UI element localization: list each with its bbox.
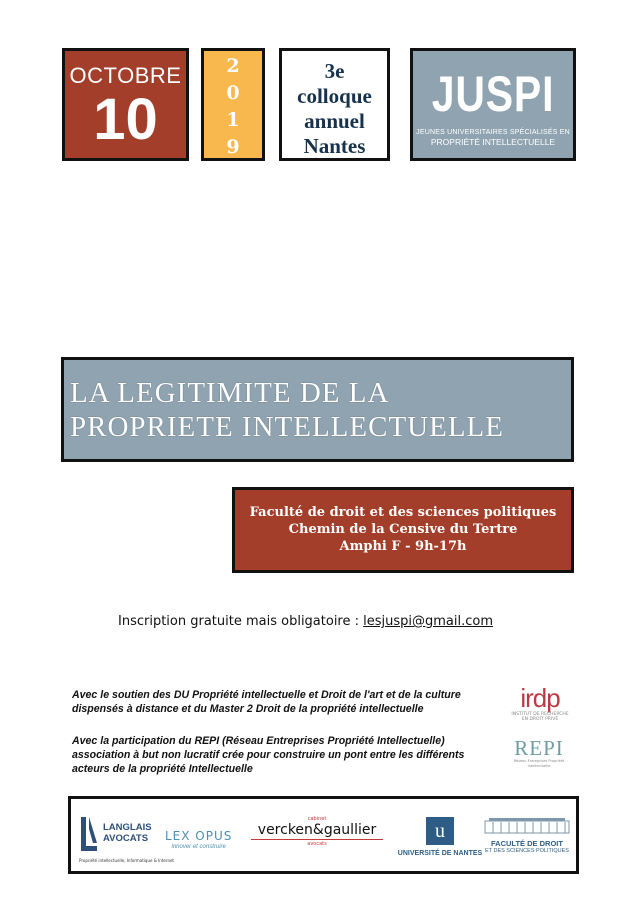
year-digit: 2 — [226, 55, 240, 77]
inscription-text — [118, 614, 493, 629]
colloque-block — [279, 48, 390, 161]
partners-logo-bar — [68, 796, 579, 874]
lexopus-name: LEX OPUS — [165, 829, 233, 843]
nantes-name: UNIVERSITÉ DE NANTES — [397, 850, 483, 857]
vercken-divider — [251, 839, 383, 840]
faculte-droit-logo — [479, 815, 575, 854]
venue-line: Chemin de la Censive du Tertre — [288, 522, 518, 537]
inscription-label: Inscription gratuite mais obligatoire : — [118, 614, 364, 629]
participation-line: association à but non lucratif crée pour construire un pont entre les différents — [72, 749, 465, 761]
year-digit: 9 — [226, 136, 240, 158]
support-line: Avec le soutien des DU Propriété intellectuelle et Droit de l'art et de la culture — [72, 689, 461, 701]
langlais-name: AVOCATS — [103, 833, 149, 844]
event-month: OCTOBRE — [69, 63, 182, 88]
event-day: 10 — [93, 87, 158, 152]
participation-paragraph — [72, 734, 502, 776]
vercken-sub: avocats — [307, 841, 327, 847]
vercken-gaullier-logo — [247, 816, 387, 847]
venue-line: Faculté de droit et des sciences politiques — [249, 505, 557, 520]
juspi-tagline: JEUNES UNIVERSITAIRES SPÉCIALISÉS EN — [416, 129, 570, 136]
email-link[interactable]: lesjuspi@gmail.com — [363, 614, 494, 629]
participation-line: Avec la participation du REPI (Réseau Entreprises Propriété Intellectuelle) — [72, 735, 445, 747]
langlais-sub: Propriété intellectuelle, Informatique & Internet — [79, 858, 175, 863]
venue-block — [232, 487, 574, 573]
venue-line: Amphi F - 9h-17h — [339, 539, 467, 554]
support-line: dispensés à distance et du Master 2 Droit de la propriété intellectuelle — [72, 703, 424, 715]
faculte-name: FACULTÉ DE DROIT — [491, 839, 563, 848]
irdp-logo-text: irdp — [520, 683, 560, 713]
juspi-logo-block — [410, 48, 576, 161]
date-block — [62, 48, 189, 161]
irdp-logo — [511, 684, 569, 722]
year-block — [201, 48, 265, 161]
vercken-cabinet: cabinet — [307, 816, 327, 822]
juspi-logo: JUSPI — [431, 66, 555, 122]
year-digit: 1 — [226, 109, 240, 131]
lexopus-logo — [165, 829, 232, 850]
repi-logo-text: REPI — [514, 736, 564, 760]
langlais-mark-icon — [79, 815, 99, 853]
colloque-line: annuel — [304, 109, 365, 133]
colloque-line: Nantes — [303, 134, 366, 158]
repi-logo — [508, 737, 570, 769]
irdp-logo-sub: INSTITUT DE RECHERCHE EN DROIT PRIVÉ — [511, 712, 569, 722]
year-digit: 0 — [226, 82, 240, 104]
participation-line: acteurs de la propriété Intellectuelle — [72, 763, 253, 775]
universite-nantes-logo — [397, 817, 483, 857]
vercken-name: vercken&gaullier — [257, 822, 377, 838]
nantes-mark: u — [426, 817, 454, 845]
colloque-line: colloque — [297, 84, 372, 108]
langlais-name: LANGLAIS — [103, 822, 152, 833]
lexopus-sub: innover et construire — [171, 844, 226, 850]
title-block — [61, 357, 574, 462]
building-icon — [479, 815, 575, 835]
event-title-line: LA LEGITIMITE DE LA — [70, 377, 390, 409]
juspi-tagline: PROPRIÉTÉ INTELLECTUELLE — [430, 137, 556, 147]
support-paragraph — [72, 688, 502, 716]
repi-logo-sub: Réseau Entreprises Propriété Intellectuelle — [513, 759, 565, 768]
colloque-line: 3e — [324, 59, 345, 83]
faculte-sub: ET DES SCIENCES POLITIQUES — [485, 848, 569, 854]
event-title-line: PROPRIETE INTELLECTUELLE — [70, 411, 504, 443]
